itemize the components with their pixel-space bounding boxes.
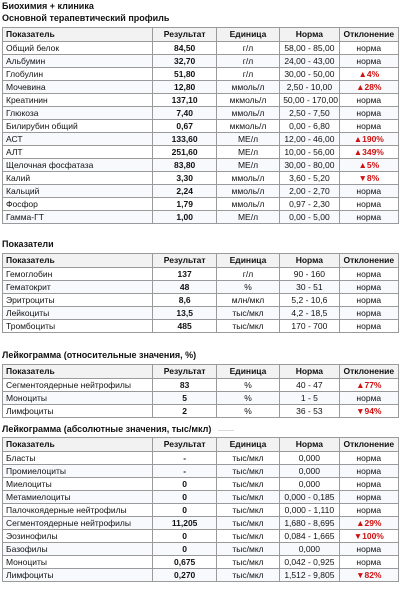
cell-result: 0,270 — [153, 569, 216, 582]
cell-unit: тыс/мкл — [216, 517, 279, 530]
cell-unit: г/л — [216, 68, 279, 81]
cell-result: 0 — [153, 504, 216, 517]
cell-indicator: Лейкоциты — [3, 307, 153, 320]
cell-norm: 90 - 160 — [280, 268, 339, 281]
table-row — [3, 94, 399, 107]
cell-result: 84,50 — [153, 42, 216, 55]
table-row — [3, 42, 399, 55]
cell-unit: тыс/мкл — [216, 504, 279, 517]
cell-deviation: ▼94% — [339, 405, 398, 418]
cell-indicator: Метамиелоциты — [3, 491, 153, 504]
cell-deviation: ▲77% — [339, 379, 398, 392]
cell-indicator: Тромбоциты — [3, 320, 153, 333]
table-row — [3, 392, 399, 405]
table-row — [3, 211, 399, 224]
table-row — [3, 268, 399, 281]
cell-norm: 40 - 47 — [280, 379, 339, 392]
cell-deviation: ▲349% — [339, 146, 398, 159]
header-deviation: Отклонение — [339, 254, 398, 268]
cell-deviation: норма — [339, 392, 398, 405]
cell-result: 7,40 — [153, 107, 216, 120]
cell-indicator: Промиелоциты — [3, 465, 153, 478]
cell-result: 1,79 — [153, 198, 216, 211]
cell-norm: 36 - 53 — [280, 405, 339, 418]
cell-norm: 0,000 - 0,185 — [280, 491, 339, 504]
cell-norm: 1,512 - 9,805 — [280, 569, 339, 582]
cell-deviation: норма — [339, 307, 398, 320]
cell-unit: ммоль/л — [216, 185, 279, 198]
cell-indicator: АЛТ — [3, 146, 153, 159]
cell-result: 1,00 — [153, 211, 216, 224]
cell-unit: тыс/мкл — [216, 556, 279, 569]
cell-result: 0 — [153, 478, 216, 491]
table-row — [3, 452, 399, 465]
cell-deviation: ▲28% — [339, 81, 398, 94]
cell-norm: 24,00 - 43,00 — [280, 55, 339, 68]
header-norm: Норма — [280, 28, 339, 42]
table-row — [3, 185, 399, 198]
cell-deviation: норма — [339, 107, 398, 120]
cell-norm: 30 - 51 — [280, 281, 339, 294]
cell-unit: ммоль/л — [216, 198, 279, 211]
cell-unit: млн/мкл — [216, 294, 279, 307]
cell-indicator: Миелоциты — [3, 478, 153, 491]
cell-deviation: норма — [339, 320, 398, 333]
cell-unit: % — [216, 379, 279, 392]
cell-deviation: ▲190% — [339, 133, 398, 146]
cell-deviation: ▼8% — [339, 172, 398, 185]
cell-result: 0 — [153, 543, 216, 556]
table-row — [3, 465, 399, 478]
table-row — [3, 172, 399, 185]
cell-result: 137,10 — [153, 94, 216, 107]
cell-unit: г/л — [216, 42, 279, 55]
cell-result: 5 — [153, 392, 216, 405]
cell-deviation: норма — [339, 294, 398, 307]
cell-deviation: норма — [339, 556, 398, 569]
cell-unit: МЕ/л — [216, 211, 279, 224]
cell-result: 0 — [153, 530, 216, 543]
table-row — [3, 517, 399, 530]
cell-result: - — [153, 465, 216, 478]
cell-result: 251,60 — [153, 146, 216, 159]
cell-deviation: норма — [339, 55, 398, 68]
cell-deviation: норма — [339, 120, 398, 133]
cell-result: 0,67 — [153, 120, 216, 133]
table-row — [3, 504, 399, 517]
cell-indicator: Мочевина — [3, 81, 153, 94]
header-unit: Единица — [216, 254, 279, 268]
cell-norm: 0,000 — [280, 452, 339, 465]
cell-result: 137 — [153, 268, 216, 281]
section-title-leukogram-relative: Лейкограмма (относительные значения, %) — [2, 350, 197, 360]
table-row — [3, 133, 399, 146]
table-header-row — [3, 254, 399, 268]
cell-unit: тыс/мкл — [216, 543, 279, 556]
cell-unit: тыс/мкл — [216, 465, 279, 478]
table-row — [3, 159, 399, 172]
header-norm: Норма — [280, 254, 339, 268]
cell-indicator: Гематокрит — [3, 281, 153, 294]
cell-unit: тыс/мкл — [216, 307, 279, 320]
cell-result: 83 — [153, 379, 216, 392]
cell-indicator: Щелочная фосфатаза — [3, 159, 153, 172]
cell-indicator: Сегментоядерные нейтрофилы — [3, 379, 153, 392]
cell-deviation: норма — [339, 211, 398, 224]
section-title-therapeutic: Основной терапевтический профиль — [2, 13, 170, 23]
cell-indicator: Эозинофилы — [3, 530, 153, 543]
cell-indicator: Гамма-ГТ — [3, 211, 153, 224]
cell-norm: 0,00 - 5,00 — [280, 211, 339, 224]
cell-norm: 0,000 - 1,110 — [280, 504, 339, 517]
section-title-leukogram-absolute: Лейкограмма (абсолютные значения, тыс/мкл) — [2, 424, 212, 434]
table-row — [3, 68, 399, 81]
cell-result: 13,5 — [153, 307, 216, 320]
table-row — [3, 307, 399, 320]
cell-deviation: норма — [339, 198, 398, 211]
cell-deviation: норма — [339, 465, 398, 478]
cell-norm: 1,680 - 8,695 — [280, 517, 339, 530]
cell-indicator: Лимфоциты — [3, 405, 153, 418]
table-row — [3, 543, 399, 556]
header-unit: Единица — [216, 28, 279, 42]
cell-norm: 5,2 - 10,6 — [280, 294, 339, 307]
header-deviation: Отклонение — [339, 28, 398, 42]
cell-deviation: ▼82% — [339, 569, 398, 582]
cell-norm: 0,00 - 6,80 — [280, 120, 339, 133]
page-title: Биохимия + клиника — [2, 1, 94, 11]
cell-norm: 4,2 - 18,5 — [280, 307, 339, 320]
cell-indicator: Палочкоядерные нейтрофилы — [3, 504, 153, 517]
cell-unit: % — [216, 405, 279, 418]
separator-line — [218, 430, 234, 431]
cell-norm: 30,00 - 80,00 — [280, 159, 339, 172]
cell-result: 0,675 — [153, 556, 216, 569]
table-row — [3, 294, 399, 307]
cell-indicator: Бласты — [3, 452, 153, 465]
cell-unit: % — [216, 281, 279, 294]
cell-norm: 50,00 - 170,00 — [280, 94, 339, 107]
cell-unit: г/л — [216, 55, 279, 68]
cell-deviation: норма — [339, 478, 398, 491]
cell-unit: тыс/мкл — [216, 478, 279, 491]
header-unit: Единица — [216, 438, 279, 452]
header-result: Результат — [153, 28, 216, 42]
cell-indicator: Моноциты — [3, 392, 153, 405]
table-row — [3, 405, 399, 418]
cell-deviation: норма — [339, 491, 398, 504]
table-row — [3, 81, 399, 94]
cell-result: 8,6 — [153, 294, 216, 307]
table-row — [3, 120, 399, 133]
table-row — [3, 478, 399, 491]
table-row — [3, 379, 399, 392]
cell-result: 83,80 — [153, 159, 216, 172]
cell-indicator: Фосфор — [3, 198, 153, 211]
table-row — [3, 146, 399, 159]
table-row — [3, 107, 399, 120]
table-indicators — [2, 253, 399, 333]
cell-unit: тыс/мкл — [216, 320, 279, 333]
cell-result: 51,80 — [153, 68, 216, 81]
header-indicator: Показатель — [3, 254, 153, 268]
cell-indicator: Креатинин — [3, 94, 153, 107]
cell-norm: 12,00 - 46,00 — [280, 133, 339, 146]
cell-unit: г/л — [216, 268, 279, 281]
cell-deviation: ▲5% — [339, 159, 398, 172]
table-row — [3, 198, 399, 211]
header-deviation: Отклонение — [339, 438, 398, 452]
cell-unit: мкмоль/л — [216, 120, 279, 133]
cell-result: 11,205 — [153, 517, 216, 530]
cell-indicator: Моноциты — [3, 556, 153, 569]
cell-unit: МЕ/л — [216, 146, 279, 159]
cell-deviation: норма — [339, 94, 398, 107]
table-row — [3, 55, 399, 68]
cell-deviation: ▲29% — [339, 517, 398, 530]
header-indicator: Показатель — [3, 438, 153, 452]
cell-unit: тыс/мкл — [216, 491, 279, 504]
cell-norm: 2,00 - 2,70 — [280, 185, 339, 198]
cell-deviation: норма — [339, 504, 398, 517]
cell-unit: тыс/мкл — [216, 452, 279, 465]
cell-indicator: Глобулин — [3, 68, 153, 81]
cell-indicator: Кальций — [3, 185, 153, 198]
table-header-row — [3, 28, 399, 42]
cell-norm: 30,00 - 50,00 — [280, 68, 339, 81]
cell-norm: 2,50 - 7,50 — [280, 107, 339, 120]
cell-deviation: норма — [339, 452, 398, 465]
cell-norm: 0,97 - 2,30 — [280, 198, 339, 211]
cell-result: 485 — [153, 320, 216, 333]
header-norm: Норма — [280, 365, 339, 379]
header-result: Результат — [153, 254, 216, 268]
table-row — [3, 569, 399, 582]
cell-indicator: Лимфоциты — [3, 569, 153, 582]
cell-norm: 58,00 - 85,00 — [280, 42, 339, 55]
cell-unit: ммоль/л — [216, 81, 279, 94]
cell-result: 3,30 — [153, 172, 216, 185]
cell-unit: ммоль/л — [216, 172, 279, 185]
cell-norm: 2,50 - 10,00 — [280, 81, 339, 94]
header-indicator: Показатель — [3, 365, 153, 379]
cell-norm: 0,000 — [280, 478, 339, 491]
cell-indicator: Базофилы — [3, 543, 153, 556]
section-title-indicators: Показатели — [2, 239, 54, 249]
cell-norm: 0,000 — [280, 465, 339, 478]
cell-indicator: Калий — [3, 172, 153, 185]
cell-norm: 0,042 - 0,925 — [280, 556, 339, 569]
header-indicator: Показатель — [3, 28, 153, 42]
cell-indicator: Альбумин — [3, 55, 153, 68]
cell-result: 2,24 — [153, 185, 216, 198]
cell-result: 12,80 — [153, 81, 216, 94]
header-deviation: Отклонение — [339, 365, 398, 379]
cell-norm: 10,00 - 56,00 — [280, 146, 339, 159]
table-row — [3, 281, 399, 294]
table-leukogram-absolute — [2, 437, 399, 582]
header-result: Результат — [153, 365, 216, 379]
cell-deviation: норма — [339, 543, 398, 556]
cell-result: - — [153, 452, 216, 465]
cell-norm: 1 - 5 — [280, 392, 339, 405]
table-therapeutic-profile — [2, 27, 399, 224]
cell-norm: 0,000 — [280, 543, 339, 556]
table-row — [3, 530, 399, 543]
cell-result: 2 — [153, 405, 216, 418]
cell-indicator: Эритроциты — [3, 294, 153, 307]
header-result: Результат — [153, 438, 216, 452]
cell-deviation: норма — [339, 281, 398, 294]
cell-indicator: Глюкоза — [3, 107, 153, 120]
header-norm: Норма — [280, 438, 339, 452]
cell-deviation: ▲4% — [339, 68, 398, 81]
header-unit: Единица — [216, 365, 279, 379]
cell-result: 133,60 — [153, 133, 216, 146]
cell-unit: тыс/мкл — [216, 569, 279, 582]
table-leukogram-relative — [2, 364, 399, 418]
table-header-row — [3, 365, 399, 379]
cell-result: 32,70 — [153, 55, 216, 68]
cell-result: 0 — [153, 491, 216, 504]
cell-indicator: Общий белок — [3, 42, 153, 55]
table-row — [3, 491, 399, 504]
cell-deviation: норма — [339, 42, 398, 55]
cell-unit: мкмоль/л — [216, 94, 279, 107]
cell-indicator: АСТ — [3, 133, 153, 146]
cell-deviation: норма — [339, 185, 398, 198]
cell-deviation: норма — [339, 268, 398, 281]
cell-unit: ммоль/л — [216, 107, 279, 120]
cell-unit: МЕ/л — [216, 159, 279, 172]
cell-norm: 170 - 700 — [280, 320, 339, 333]
cell-result: 48 — [153, 281, 216, 294]
cell-unit: МЕ/л — [216, 133, 279, 146]
cell-unit: тыс/мкл — [216, 530, 279, 543]
table-header-row — [3, 438, 399, 452]
table-row — [3, 556, 399, 569]
cell-deviation: ▼100% — [339, 530, 398, 543]
cell-indicator: Гемоглобин — [3, 268, 153, 281]
cell-indicator: Сегментоядерные нейтрофилы — [3, 517, 153, 530]
cell-indicator: Билирубин общий — [3, 120, 153, 133]
table-row — [3, 320, 399, 333]
cell-norm: 3,60 - 5,20 — [280, 172, 339, 185]
cell-norm: 0,084 - 1,665 — [280, 530, 339, 543]
cell-unit: % — [216, 392, 279, 405]
